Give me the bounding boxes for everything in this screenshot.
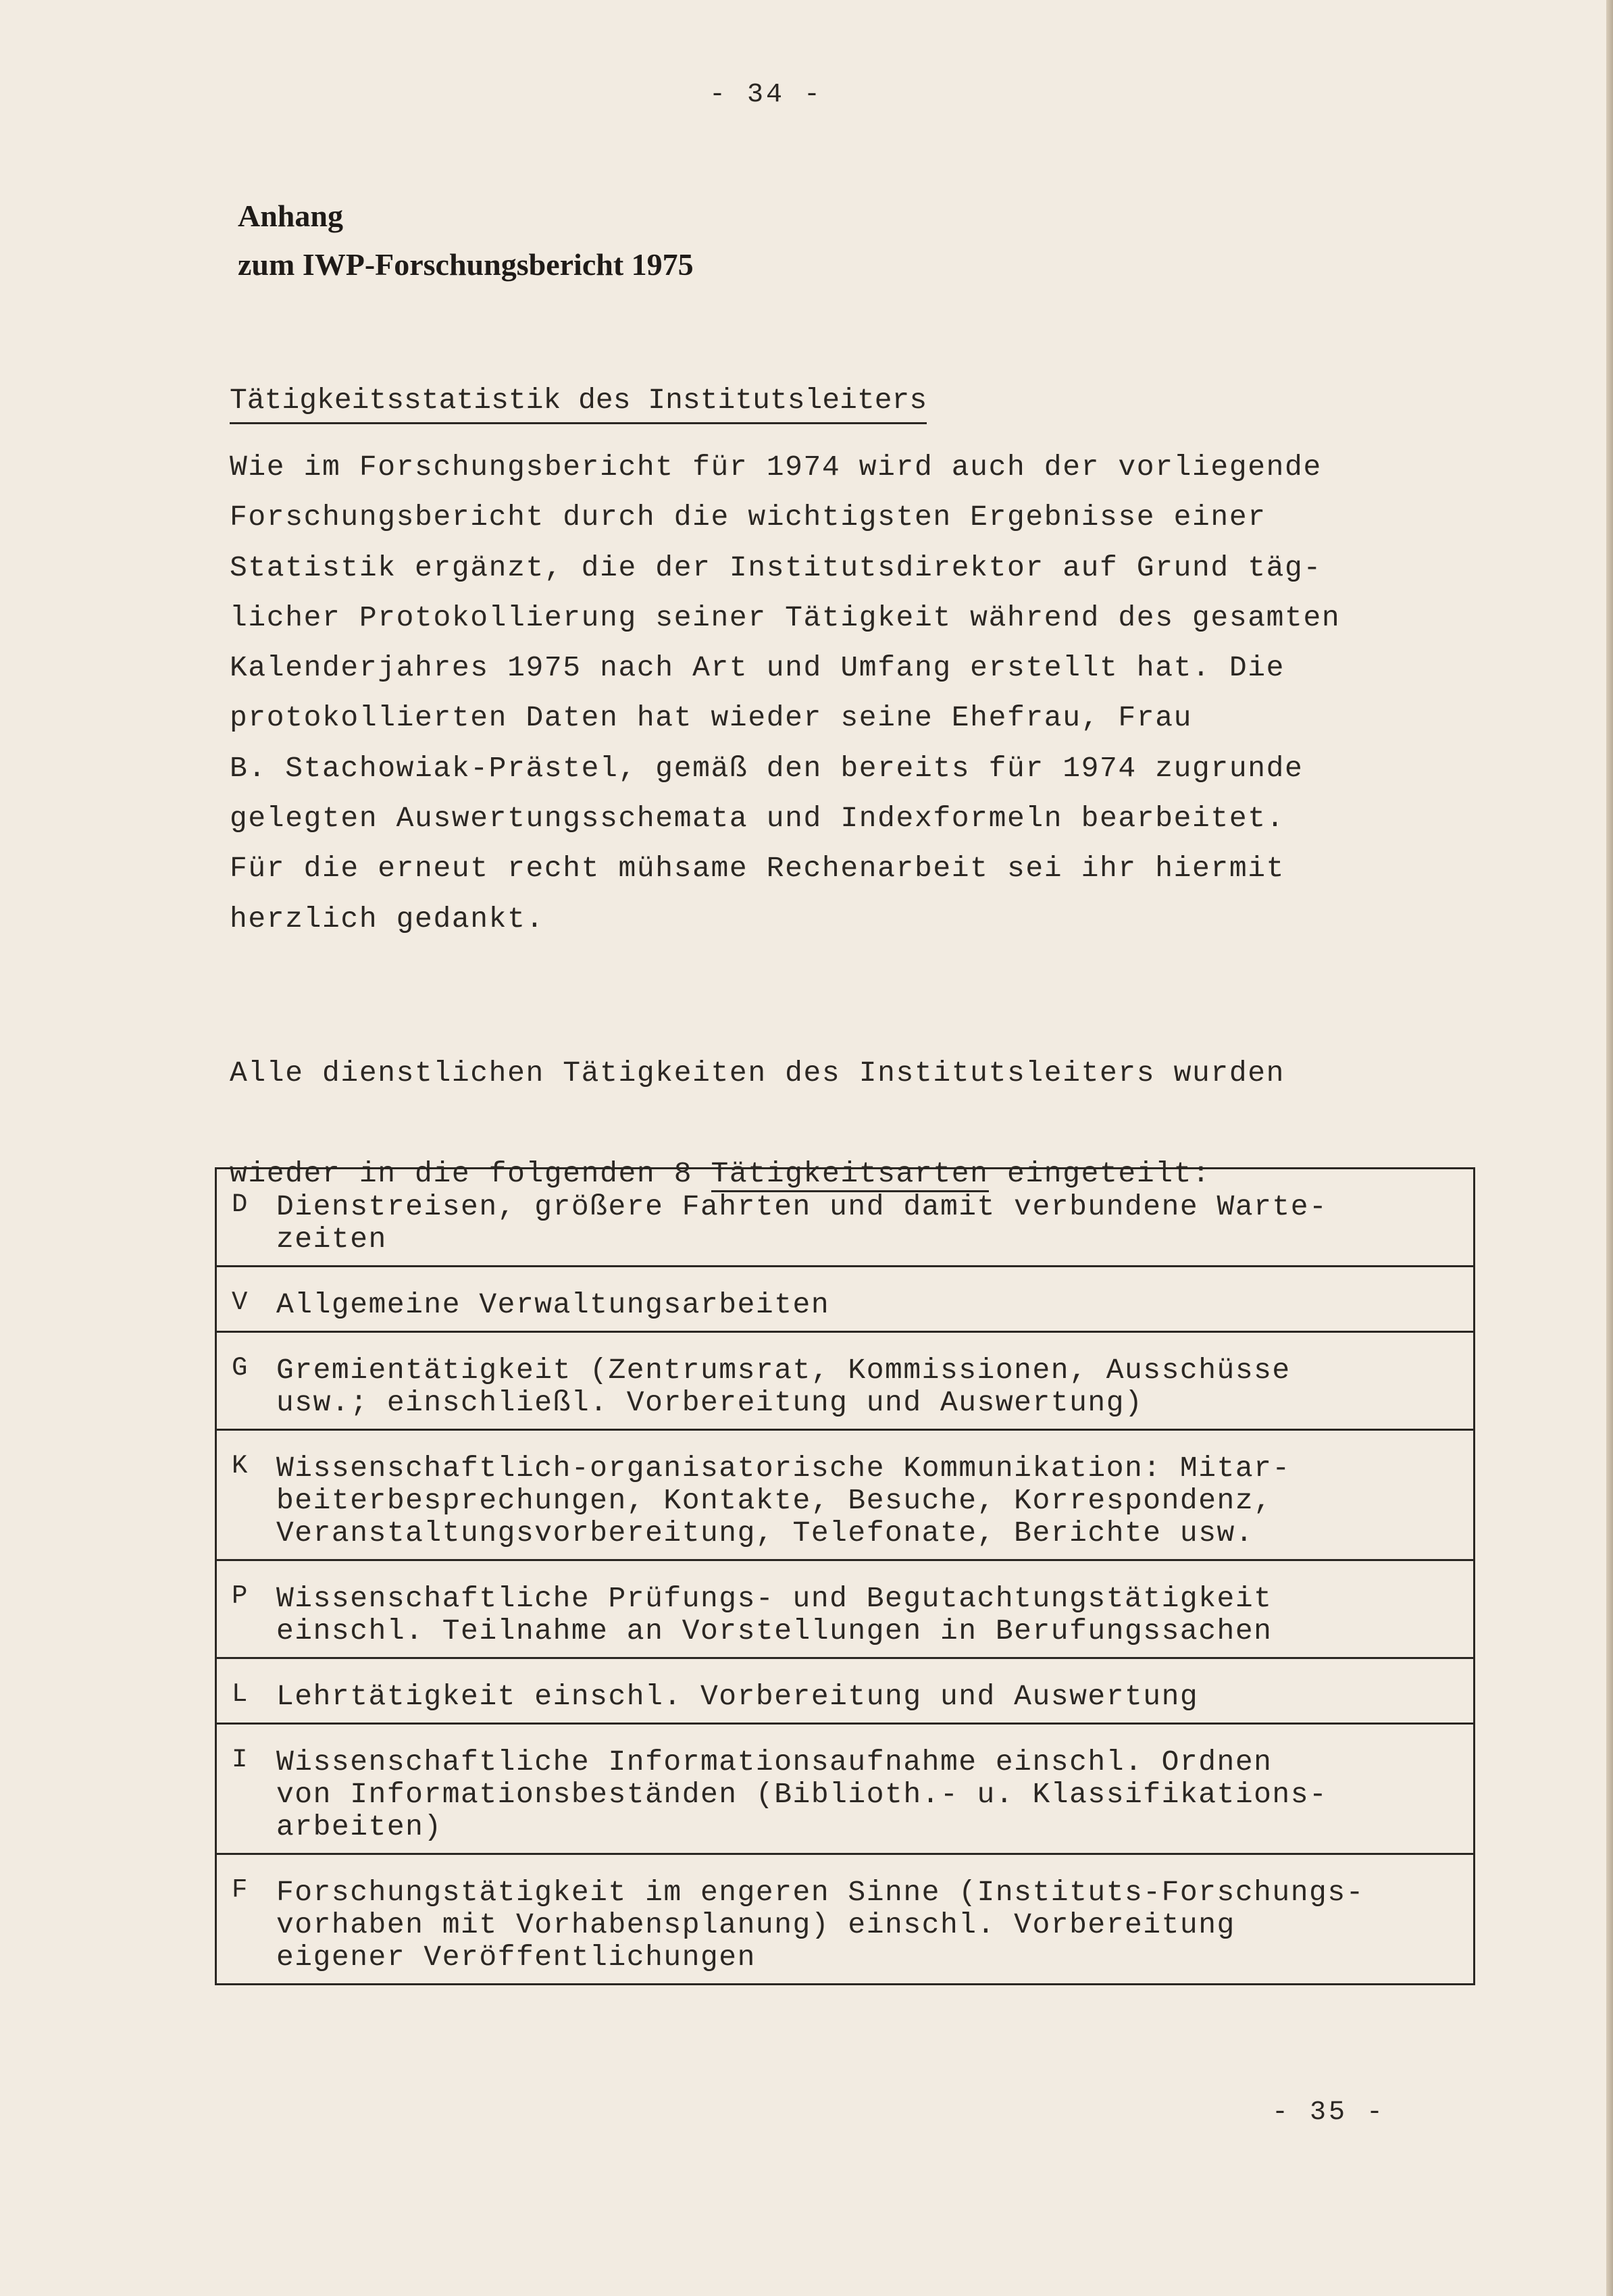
activity-code: V — [232, 1287, 248, 1317]
table-row — [217, 1725, 1473, 1855]
page-number-top: - 34 - — [709, 80, 823, 110]
intro-paragraph: Wie im Forschungsbericht für 1974 wird auch der vorliegende Forschungsbericht durch die wichtigsten Ergebnisse einer Statistik ergänzt, die der Institutsdirektor auf Grund täg- licher Protokollierung seiner Tätigkeit während des gesamten Kalenderjahres 1975 nach Art und Umfang erstellt hat. Die protokollierten Daten hat wieder seine Ehefrau, Frau B. Stachowiak-Prästel, gemäß den bereits für 1974 zugrunde gelegten Auswertungsschemata und Indexformeln bearbeitet. Für die erneut recht mühsame Rechenarbeit sei ihr hiermit herzlich gedankt. — [230, 451, 1341, 936]
activity-description: Wissenschaftliche Prüfungs- und Begutachtungstätigkeit einschl. Teilnahme an Vorstellungen in Berufungssachen — [276, 1582, 1273, 1648]
appendix-header — [238, 192, 694, 289]
activity-description: Lehrtätigkeit einschl. Vorbereitung und Auswertung — [276, 1680, 1199, 1713]
activity-code: F — [232, 1875, 248, 1905]
underlined-term: Tätigkeitsarten — [711, 1157, 989, 1192]
activity-code: D — [232, 1190, 248, 1219]
activity-code: L — [232, 1679, 248, 1709]
activity-description: Wissenschaftliche Informationsaufnahme einschl. Ordnen von Informationsbeständen (Biblioth.- u. Klassifikations- arbeiten) — [276, 1745, 1328, 1843]
table-row — [217, 1267, 1473, 1333]
activity-code: I — [232, 1745, 248, 1775]
page-number-bottom: - 35 - — [1272, 2097, 1386, 2128]
activity-description: Allgemeine Verwaltungsarbeiten — [276, 1288, 830, 1321]
page-edge — [1606, 0, 1613, 2296]
activity-code: K — [232, 1451, 248, 1481]
activity-intro-line1: Alle dienstlichen Tätigkeiten des Institutsleiters wurden — [230, 1056, 1285, 1090]
table-row — [217, 1855, 1473, 1983]
activity-code: P — [232, 1581, 248, 1611]
activity-description: Wissenschaftlich-organisatorische Kommunikation: Mitar- beiterbesprechungen, Kontakte, Besuche, Korrespondenz, Veranstaltungsvorbereitung, Telefonate, Berichte usw. — [276, 1452, 1291, 1550]
activity-description: Gremientätigkeit (Zentrumsrat, Kommissionen, Ausschüsse usw.; einschließl. Vorbereitung und Auswertung) — [276, 1354, 1291, 1419]
activity-description: Forschungstätigkeit im engeren Sinne (Instituts-Forschungs- vorhaben mit Vorhabensplanung) einschl. Vorbereitung eigener Veröffentlichungen — [276, 1876, 1364, 1974]
activity-types-table — [215, 1167, 1475, 1985]
table-row — [217, 1169, 1473, 1267]
appendix-label: Anhang — [238, 199, 343, 233]
table-row — [217, 1333, 1473, 1431]
table-row — [217, 1431, 1473, 1561]
line2-text-after: eingeteilt: — [988, 1156, 1211, 1190]
line2-text-before: wieder in die folgenden 8 — [230, 1156, 711, 1190]
table-row — [217, 1659, 1473, 1725]
activity-description: Dienstreisen, größere Fahrten und damit verbundene Warte- zeiten — [276, 1190, 1328, 1256]
table-row — [217, 1561, 1473, 1659]
appendix-subtitle: zum IWP-Forschungsbericht 1975 — [238, 247, 694, 282]
section-title: Tätigkeitsstatistik des Institutsleiters — [230, 380, 927, 424]
activity-code: G — [232, 1353, 248, 1383]
